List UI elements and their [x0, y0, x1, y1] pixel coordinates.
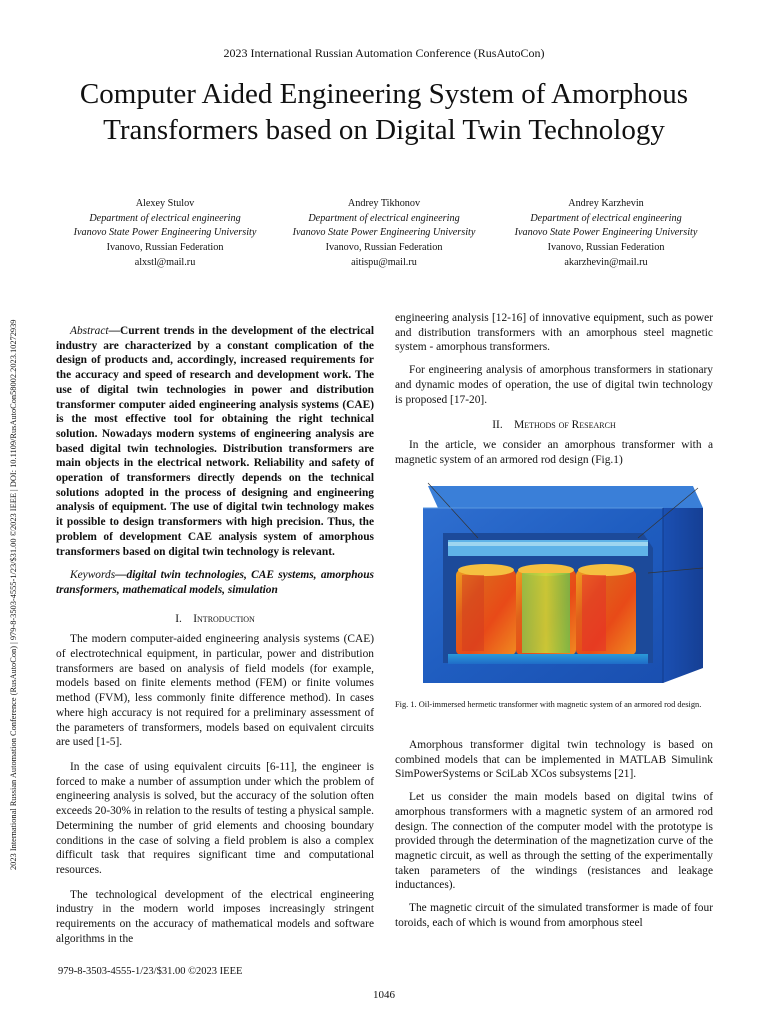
paragraph: In the article, we consider an amorphous transformer with a magnetic system of an armored rod design (Fig.1): [395, 438, 713, 466]
keywords-label: Keywords: [70, 569, 116, 582]
paper-title: [30, 76, 738, 148]
doi-sidebar: 2023 International Russian Automation Conference (RusAutoCon) | 979-8-3503-4555-1/23/$31.00 ©2023 IEEE | DOI: 10.1109/RusAutoCon58002.2023.10272939: [9, 319, 18, 870]
paragraph: Amorphous transformer digital twin technology is based on combined models that can be implemented in MATLAB Simulink SimPowerSystems or SciLab XCos subsystems [21].: [395, 739, 713, 781]
author-email: akarzhevin@mail.ru: [564, 256, 648, 268]
title-line-2: Transformers based on Digital Twin Technology: [103, 114, 665, 146]
author-location: Ivanovo, Russian Federation: [106, 242, 224, 254]
section-title: Introduction: [193, 612, 255, 625]
section-heading-introduction: [56, 612, 374, 627]
author-university: Ivanovo State Power Engineering University: [73, 227, 257, 239]
section-title: Methods of Research: [514, 419, 616, 432]
title-line-1: Computer Aided Engineering System of Amorphous: [79, 78, 689, 110]
author-location: Ivanovo, Russian Federation: [325, 242, 443, 254]
figure-caption: Fig. 1. Oil-immersed hermetic transformer with magnetic system of an armored rod design.: [395, 700, 702, 709]
keywords-text: —digital twin technologies, CAE systems, amorphous transformers, mathematical models, simulation: [56, 569, 374, 596]
keywords: [56, 568, 374, 597]
author-department: Department of electrical engineering: [89, 212, 241, 224]
author-department: Department of electrical engineering: [530, 212, 682, 224]
author-name: Alexey Stulov: [135, 198, 195, 209]
author-name: Andrey Karzhevin: [568, 198, 644, 209]
author-university: Ivanovo State Power Engineering University: [514, 227, 698, 239]
abstract: [56, 324, 374, 559]
author-1: [50, 197, 280, 271]
transformer-figure: [398, 478, 710, 693]
author-name: Andrey Tikhonov: [347, 198, 421, 209]
conference-header: 2023 International Russian Automation Conference (RusAutoCon): [223, 46, 545, 60]
abstract-label: Abstract: [70, 325, 109, 337]
paragraph: The technological development of the electrical engineering industry in the modern world imposes increasingly stringent requirements on the accuracy of mathematical models and software algorithms in the: [56, 888, 374, 945]
page-number: 1046: [373, 989, 395, 1001]
author-2: [269, 197, 499, 271]
author-university: Ivanovo State Power Engineering University: [292, 227, 476, 239]
abstract-text: —Current trends in the development of the electrical industry are characterized by a constant complication of the design of products and, accordingly, increased requirements for the accuracy and speed of research and development work. The use of digital twin technologies in power and distribution transformer computer aided engineering analysis systems (CAE) is the most effective tool for obtaining the right technical solution. Nowadays modern systems of engineering analysis are based digital twin technologies. Distribution transformers are main objects in the electrical network. Reliability and safety of operation of transformers directly depends on the technical solutions adopted in the process of designing and engineering analysis of equipment. The use of digital twin technology makes it possible to design transformers with high precision. Thus, the problem of development CAE analysis system of amorphous transformers based on digital twin technology is relevant.: [56, 325, 374, 558]
section-number: I.: [175, 612, 182, 625]
paragraph: For engineering analysis of amorphous transformers in stationary and dynamic modes of operation, the use of digital twin technology is proposed [17-20].: [395, 364, 713, 406]
right-column-top: [395, 311, 713, 467]
author-location: Ivanovo, Russian Federation: [547, 242, 665, 254]
right-column-bottom: [395, 738, 713, 930]
author-email: aitispu@mail.ru: [351, 256, 417, 268]
left-column: [56, 324, 374, 946]
section-heading-methods: [395, 418, 713, 433]
author-3: [491, 197, 721, 271]
paragraph: In the case of using equivalent circuits [6-11], the engineer is forced to make a number of assumption under which the problem of engineering analysis is solved, but the accuracy of the solution often exceeds 20-30% in relation to the results of testing a physical sample. Determining the number of grid elements and choosing boundary conditions in the case of solving a field problem is also a complex difficult task that requires significant time and computational resources.: [56, 760, 374, 876]
section-number: II.: [492, 419, 503, 432]
paragraph: The magnetic circuit of the simulated transformer is made of four toroids, each of which is wound from amorphous steel: [395, 902, 713, 929]
author-email: alxstl@mail.ru: [134, 256, 196, 268]
author-department: Department of electrical engineering: [308, 212, 460, 224]
paragraph: engineering analysis [12-16] of innovative equipment, such as power and distribution transformers with an amorphous steel magnetic system - amorphous transformers.: [395, 312, 713, 354]
paragraph: The modern computer-aided engineering analysis systems (CAE) of electrotechnical equipment, in particular, power and distribution transformers are based on analysis of field models (for example, models based on finite elements method (FEM) or finite volumes method (FVM), less commonly finite difference method). In cases where high accuracy is not required for a preliminary assessment of the parameters of transformers, models based on equivalent circuits are used [1-5].: [56, 633, 374, 749]
copyright-footer: 979-8-3503-4555-1/23/$31.00 ©2023 IEEE: [58, 966, 243, 977]
paragraph: Let us consider the main models based on digital twins of amorphous transformers with a magnetic system of an armored rod design. The connection of the computer model with the prototype is provided through the determination of the magnetization curve of the magnetic circuit, as well as through the setting of the experimentally taken parameters of the windings (resistances and leakage inductances).: [395, 791, 713, 892]
